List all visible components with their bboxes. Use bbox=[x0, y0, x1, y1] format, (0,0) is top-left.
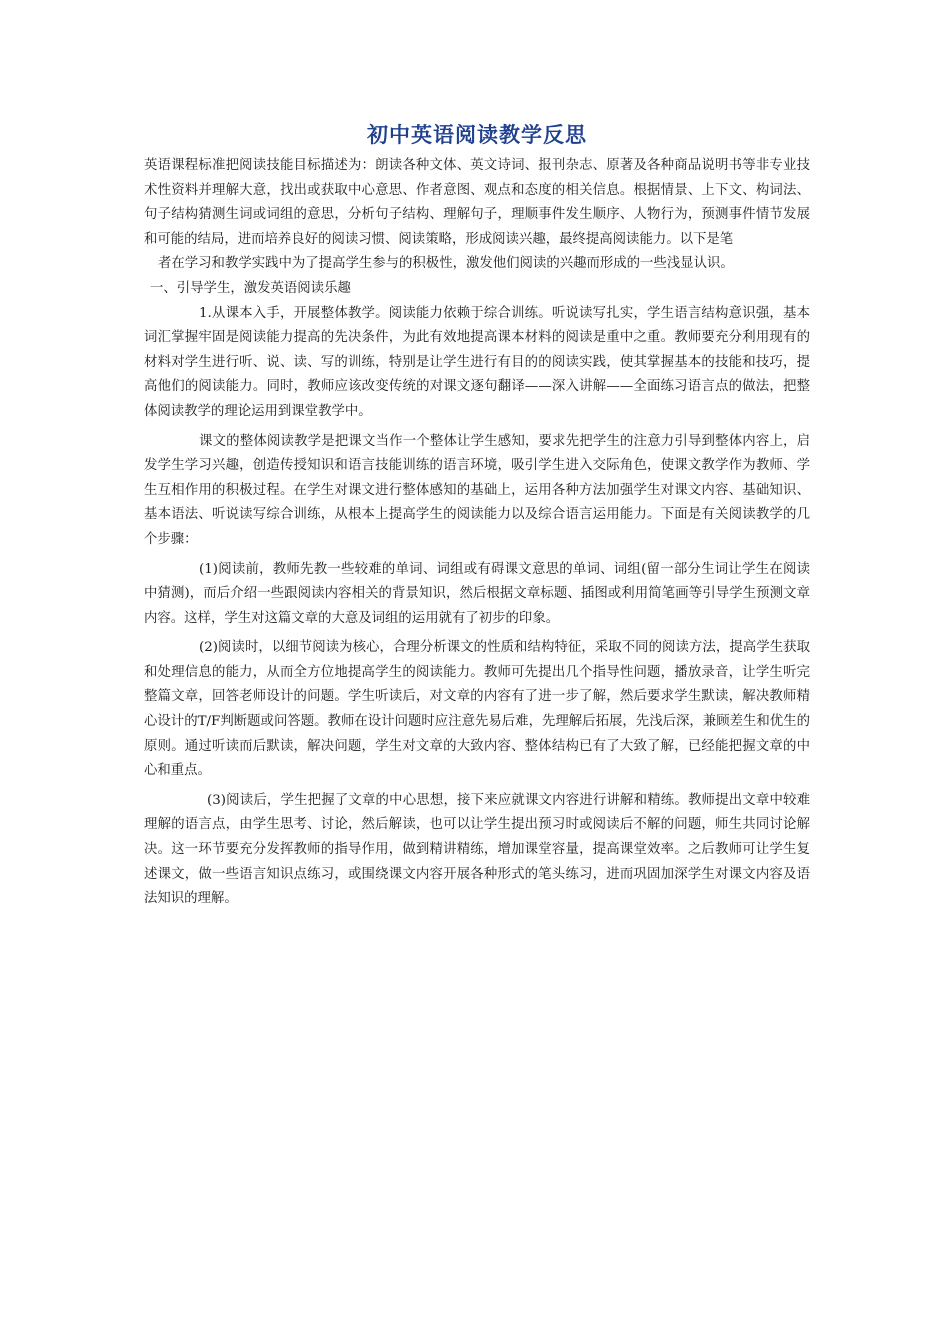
intro-paragraph: 英语课程标准把阅读技能目标描述为：朗读各种文体、英文诗词、报刊杂志、原著及各种商品说明书等非专业技术性资料并理解大意，找出或获取中心意思、作者意图、观点和态度的相关信息。根据情景、上下文、构词法、句子结构猜测生词或词组的意思，分析句子结构、理解句子，理顺事件发生顺序、人物行为，预测事件情节发展和可能的结局，进而培养良好的阅读习惯、阅读策略，形成阅读兴趣，最终提高阅读能力。以下是笔 bbox=[144, 158, 810, 247]
section-heading-1: 一、引导学生，激发英语阅读乐趣 bbox=[150, 280, 351, 296]
document-page bbox=[144, 118, 810, 912]
paragraph-step-while-reading: (2)阅读时，以细节阅读为核心，合理分析课文的性质和结构特征，采取不同的阅读方法，提高学生获取和处理信息的能力，从而全方位地提高学生的阅读能力。教师可先提出几个指导性问题，播放录音，让学生听完整篇文章，回答老师设计的问题。学生听读后，对文章的内容有了进一步了解，然后要求学生默读，解决教师精心设计的T/F判断题或问答题。教师在设计问题时应注意先易后难，先理解后拓展，先浅后深，兼顾差生和优生的原则。通过听读而后默读，解决问题，学生对文章的大致内容、整体结构已有了大致了解，已经能把握文章的中心和重点。 bbox=[144, 640, 810, 779]
paragraph-step-before-reading: (1)阅读前，教师先教一些较难的单词、词组或有碍课文意思的单词、词组(留一部分生词让学生在阅读中猜测)，而后介绍一些跟阅读内容相关的背景知识，然后根据文章标题、插图或利用简笔画等引导学生预测文章内容。这样，学生对这篇文章的大意及词组的运用就有了初步的印象。 bbox=[144, 561, 810, 626]
intro-paragraph-last-line: 者在学习和教学实践中为了提高学生参与的积极性，激发他们阅读的兴趣而形成的一些浅显认识。 bbox=[158, 256, 734, 272]
paragraph-overall-reading: 课文的整体阅读教学是把课文当作一个整体让学生感知，要求先把学生的注意力引导到整体内容上，启发学生学习兴趣，创造传授知识和语言技能训练的语言环境，吸引学生进入交际角色，使课文教学作为教师、学生互相作用的积极过程。在学生对课文进行整体感知的基础上，运用各种方法加强学生对课文内容、基础知识、基本语法、听说读写综合训练，从根本上提高学生的阅读能力以及综合语言运用能力。下面是有关阅读教学的几个步骤： bbox=[144, 433, 810, 547]
paragraph-whole-teaching: 1.从课本入手，开展整体教学。阅读能力依赖于综合训练。听说读写扎实，学生语言结构意识强，基本词汇掌握牢固是阅读能力提高的先决条件，为此有效地提高课本材料的阅读是重中之重。教师要充分利用现有的材料对学生进行听、说、读、写的训练，特别是让学生进行有目的的阅读实践，使其掌握基本的技能和技巧，提高他们的阅读能力。同时，教师应该改变传统的对课文逐句翻译——深入讲解——全面练习语言点的做法，把整体阅读教学的理论运用到课堂教学中。 bbox=[144, 305, 810, 419]
document-title: 初中英语阅读教学反思 bbox=[367, 123, 587, 147]
paragraph-step-after-reading: (3)阅读后，学生把握了文章的中心思想，接下来应就课文内容进行讲解和精练。教师提出文章中较难理解的语言点，由学生思考、讨论，然后解读，也可以让学生提出预习时或阅读后不解的问题，师生共同讨论解决。这一环节要充分发挥教师的指导作用，做到精讲精练，增加课堂容量，提高课堂效率。之后教师可让学生复述课文，做一些语言知识点练习，或围绕课文内容开展各种形式的笔头练习，进而巩固加深学生对课文内容及语法知识的理解。 bbox=[144, 792, 810, 907]
